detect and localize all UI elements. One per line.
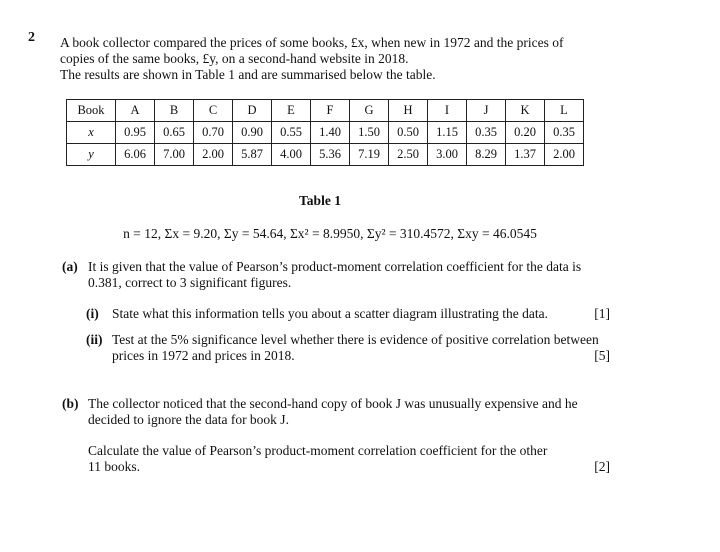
header-cell: H [389, 100, 428, 122]
part-b-calc-line-1: Calculate the value of Pearson’s product-moment correlation coefficient for the other [88, 443, 548, 458]
part-b [62, 396, 610, 428]
header-cell: L [545, 100, 584, 122]
part-a-ii-line-2: prices in 1972 and prices in 2018. [112, 348, 295, 364]
y-cell: 5.36 [311, 144, 350, 166]
x-cell: 0.90 [233, 122, 272, 144]
header-cell-book: Book [67, 100, 116, 122]
part-a-ii-line-1: Test at the 5% significance level whether there is evidence of positive correlation between [112, 332, 599, 347]
row-label-y: y [67, 144, 116, 166]
x-cell: 1.15 [428, 122, 467, 144]
summary-statistics: n = 12, Σx = 9.20, Σy = 54.64, Σx² = 8.9950, Σy² = 310.4572, Σxy = 46.0545 [123, 226, 537, 241]
y-cell: 2.00 [194, 144, 233, 166]
part-a-ii [86, 332, 610, 364]
table-caption: Table 1 [299, 193, 341, 208]
x-cell: 0.35 [467, 122, 506, 144]
header-cell: J [467, 100, 506, 122]
header-cell: K [506, 100, 545, 122]
x-cell: 0.70 [194, 122, 233, 144]
header-cell: B [155, 100, 194, 122]
part-a-i [86, 306, 610, 322]
header-cell: D [233, 100, 272, 122]
data-table [66, 99, 584, 166]
intro-line-1: A book collector compared the prices of some books, £x, when new in 1972 and the prices of [60, 35, 564, 50]
part-a-i-label: (i) [86, 306, 99, 321]
x-cell: 0.95 [116, 122, 155, 144]
y-cell: 3.00 [428, 144, 467, 166]
table-row-y [67, 144, 584, 166]
part-b-calculation [88, 443, 610, 475]
x-cell: 0.20 [506, 122, 545, 144]
part-a [62, 259, 610, 291]
part-b-line-2: decided to ignore the data for book J. [88, 412, 289, 428]
y-cell: 5.87 [233, 144, 272, 166]
header-cell: C [194, 100, 233, 122]
row-label-x: x [67, 122, 116, 144]
y-cell: 7.00 [155, 144, 194, 166]
part-b-calc-line-2: 11 books. [88, 459, 141, 475]
table-header-row [67, 100, 584, 122]
part-b-line-1: The collector noticed that the second-hand copy of book J was unusually expensive and he [88, 396, 578, 411]
y-cell: 4.00 [272, 144, 311, 166]
header-cell: G [350, 100, 389, 122]
y-cell: 2.50 [389, 144, 428, 166]
y-cell: 8.29 [467, 144, 506, 166]
x-cell: 0.55 [272, 122, 311, 144]
question-intro [60, 35, 620, 84]
header-cell: F [311, 100, 350, 122]
y-cell: 7.19 [350, 144, 389, 166]
intro-line-3: The results are shown in Table 1 and are summarised below the table. [60, 67, 436, 83]
table-row-x [67, 122, 584, 144]
y-cell: 6.06 [116, 144, 155, 166]
y-cell: 1.37 [506, 144, 545, 166]
part-a-line-1: It is given that the value of Pearson’s product-moment correlation coefficient for the data is [88, 259, 582, 274]
part-b-marks: [2] [594, 459, 610, 474]
part-a-i-marks: [1] [594, 306, 610, 321]
part-a-line-2: 0.381, correct to 3 significant figures. [88, 275, 292, 291]
part-b-label: (b) [62, 396, 79, 411]
x-cell: 0.50 [389, 122, 428, 144]
part-a-i-text: State what this information tells you about a scatter diagram illustrating the data. [112, 306, 549, 321]
x-cell: 1.40 [311, 122, 350, 144]
part-a-label: (a) [62, 259, 78, 274]
header-cell: E [272, 100, 311, 122]
header-cell: I [428, 100, 467, 122]
x-cell: 1.50 [350, 122, 389, 144]
header-cell: A [116, 100, 155, 122]
part-a-ii-label: (ii) [86, 332, 103, 347]
x-cell: 0.35 [545, 122, 584, 144]
intro-line-2: copies of the same books, £y, on a second-hand website in 2018. [60, 51, 409, 67]
x-cell: 0.65 [155, 122, 194, 144]
question-number: 2 [28, 30, 35, 45]
part-a-ii-marks: [5] [594, 348, 610, 363]
y-cell: 2.00 [545, 144, 584, 166]
